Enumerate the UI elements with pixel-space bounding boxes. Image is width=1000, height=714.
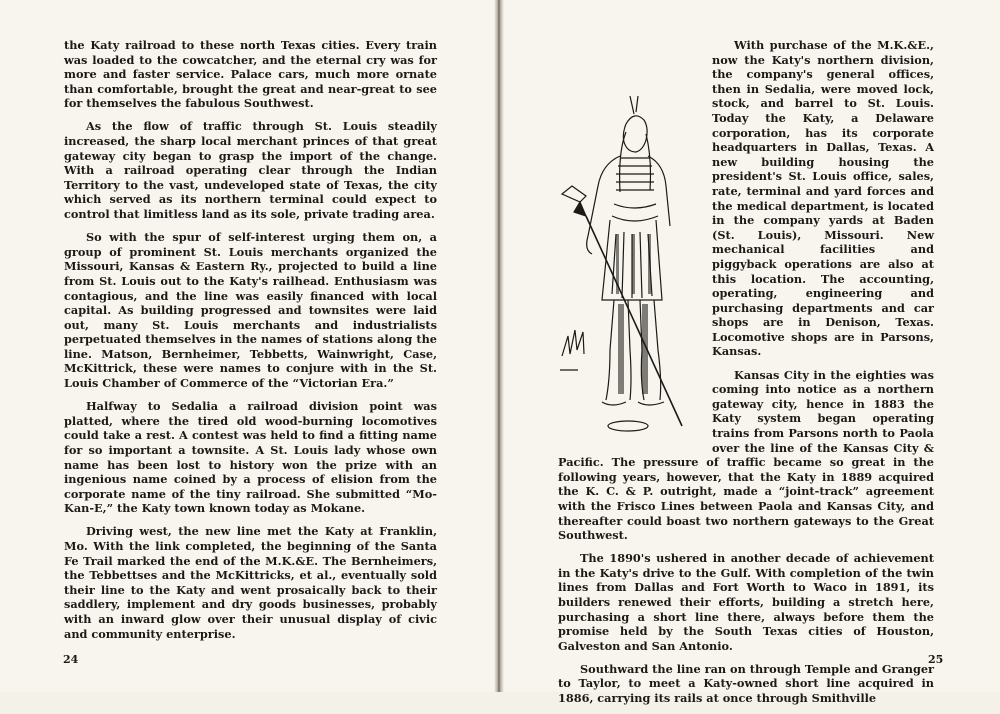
- left-paragraph-3: So with the spur of self-interest urging them on, a group of prominent St. Louis merchants organized the Missouri, Kansas & Eastern Ry., projected to build a line from St. Louis out to the Katy's railhead. Enthusiasm was contagious, and the line was easily financed with local capital. As building progressed and townsites were laid out, many St. Louis merchants and industrialists perpetuated themselves in the names of stations along the line. Matson, Bernheimer, Tebbetts, Wainwright, Case, McKittrick, these were names to conjure with in the St. Louis Chamber of Commerce of the “Victorian Era.”: [64, 230, 437, 391]
- left-paragraph-4: Halfway to Sedalia a railroad division point was platted, where the tired old wood-burning locomotives could take a rest. A contest was held to find a fitting name for so important a townsite. A St. Louis lady whose own name has been lost to history won the prize with an ingenious name coined by a process of elision from the corporate name of the tiny railroad. She submitted “Mo-Kan-E,” the Katy town known today as Mokane.: [64, 399, 437, 516]
- right-paragraph-4: Southward the line ran on through Temple and Granger to Taylor, to meet a Katy-owned short line acquired in 1886, carrying its rails at once through Smithville: [558, 661, 935, 706]
- right-page-text: [558, 38, 934, 714]
- right-paragraph-1-text: With purchase of the M.K.&E., now the Katy's northern division, the company's general offices, then in Sedalia, were moved lock, stock, and barrel to St. Louis. Today the Katy, a Delaware corporation, has its corporate headquarters in Dallas, Texas. A new building housing the president's St. Louis office, sales, rate, terminal and yard forces and the medical department, is located in the company yards at Baden (St. Louis), Missouri. New mechanical facilities and piggyback operations are also at this location. The accounting, operating, engineering and purchasing departments and car shops are in Denison, Texas. Locomotive shops are in Parsons, Kansas.: [712, 38, 934, 359]
- left-page-number: 24: [63, 653, 79, 666]
- right-page-number: 25: [928, 653, 944, 666]
- left-page-text: [64, 38, 437, 650]
- left-paragraph-1: the Katy railroad to these north Texas cities. Every train was loaded to the cowcatcher, and the eternal cry was for more and faster service. Palace cars, much more ornate than comfortable, brought the great and near-great to see for themselves the fabulous Southwest.: [64, 38, 437, 111]
- left-paragraph-2: As the flow of traffic through St. Louis steadily increased, the sharp local merchant princes of that great gateway city began to grasp the import of the change. With a railroad operating clear through the Indian Territory to the vast, undeveloped state of Texas, the city which served as its northern terminal could expect to control that limitless land as its sole, private trading area.: [64, 119, 437, 222]
- right-paragraph-1: [558, 38, 934, 359]
- book-gutter: [494, 0, 504, 692]
- native-american-illustration: [558, 94, 706, 442]
- right-paragraph-3: The 1890's ushered in another decade of achievement in the Katy's drive to the Gulf. With completion of the twin lines from Dallas and Fort Worth to Waco in 1891, its builders renewed their efforts, building a stretch here, purchasing a short line there, always before them the promise held by the South Texas cities of Houston, Galveston and San Antonio.: [558, 551, 934, 653]
- standing-warrior-with-spear-illustration: [558, 94, 706, 442]
- right-paragraph-2: Kansas City in the eighties was coming into notice as a northern gateway city, hence in 1883 the Katy system began operating trains from Parsons north to Paola over the line of the Kansas City & Pacific. The pressure of traffic became so great in the following years, however, that the Katy in 1889 acquired the K. C. & P. outright, made a “joint-track” agreement with the Frisco Lines between Paola and Kansas City, and thereafter could boast two northern gateways to the Great Southwest.: [558, 367, 934, 543]
- left-paragraph-5: Driving west, the new line met the Katy at Franklin, Mo. With the link completed, the beginning of the Santa Fe Trail marked the end of the M.K.&E. The Bernheimers, the Tebbettses and the McKittricks, et al., eventually sold their line to the Katy and went prosaically back to their saddlery, implement and dry goods businesses, probably with an inward glow over their unusual display of civic and community enterprise.: [64, 524, 437, 641]
